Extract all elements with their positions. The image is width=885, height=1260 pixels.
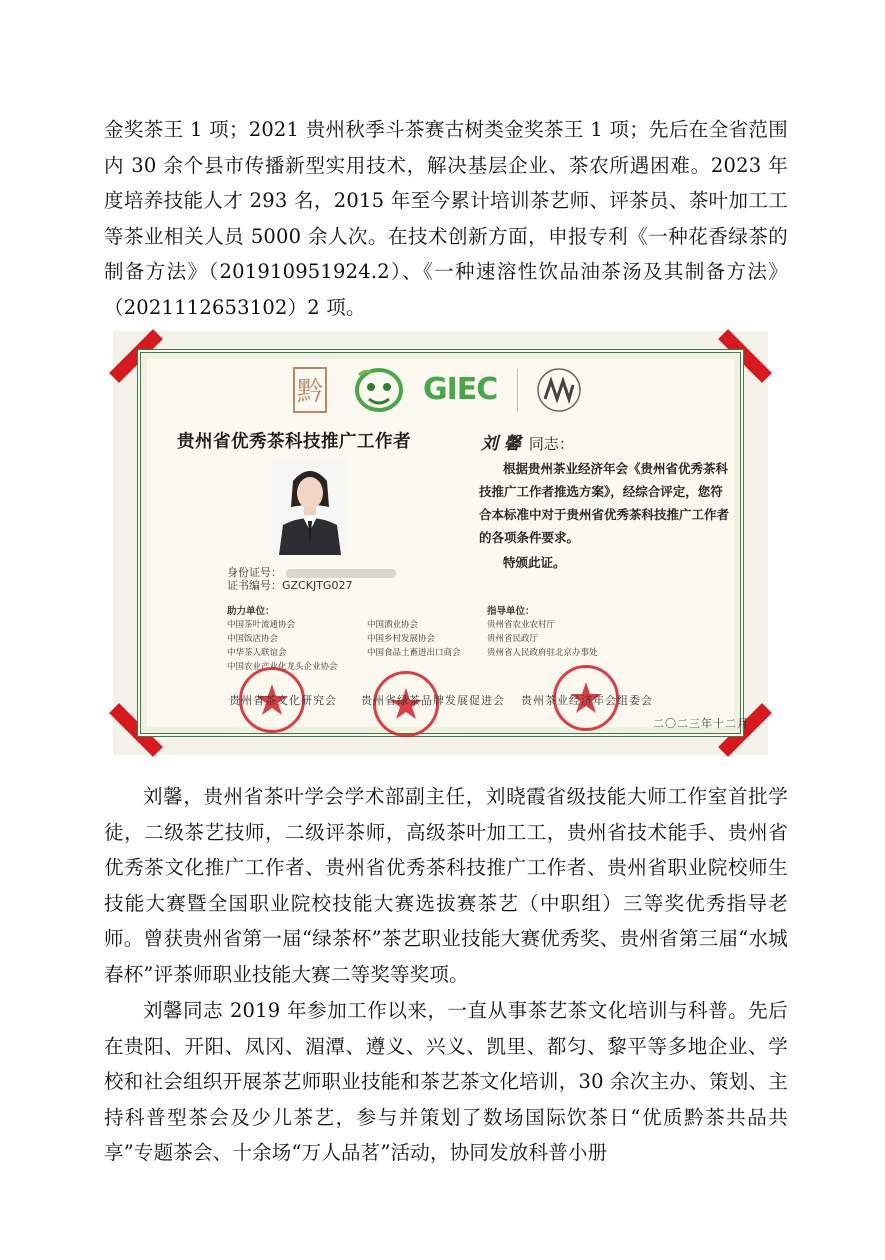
- footer-org: 贵州省茶文化研究会: [229, 694, 337, 707]
- support-org: 中国茶叶流通协会: [227, 620, 296, 630]
- support-label: 助力单位：: [227, 606, 275, 617]
- certificate-body-text: 根据贵州茶业经济年会《贵州省优秀茶科技推广工作者推选方案》，经综合评定，您符合本标准中对于贵州省优秀茶科技推广工作者的各项条件要求。: [479, 461, 730, 545]
- giec-logo: GIEC: [423, 372, 498, 407]
- guide-org: 贵州省农业农村厅: [487, 620, 556, 630]
- support-org: 中国酒业协会: [367, 620, 419, 630]
- recipient-line: [481, 429, 574, 454]
- paragraph-profile: 刘馨，贵州省茶叶学会学术部副主任，刘晓霞省级技能大师工作室首批学徒，二级茶艺技师，二级评茶师，高级茶叶加工工，贵州省技术能手、贵州省优秀茶文化推广工作者、贵州省优秀茶科技推广工作者、贵州省职业院校师生技能大赛暨全国职业院校技能大赛选拔赛茶艺（中职组）三等奖优秀指导老师。曾获贵州省第一届“绿茶杯”茶艺职业技能大赛优秀奖、贵州省第三届“水城春杯”评茶师职业技能大赛二等奖等奖项。: [104, 785, 788, 986]
- recipient-signature: 刘 馨: [481, 434, 521, 454]
- certificate-date: 二〇二三年十二月: [653, 717, 749, 730]
- footer-org: 贵州省绿茶品牌发展促进会: [361, 694, 505, 707]
- certificate-photo: [113, 331, 768, 755]
- support-org: 中国乡村发展协会: [367, 634, 436, 644]
- logo-divider: [517, 369, 518, 411]
- support-org: 中国农业产业化龙头企业协会: [227, 662, 338, 672]
- portrait-photo: [273, 459, 347, 555]
- id-number-line: 身份证号：: [227, 564, 396, 580]
- recipient-suffix: 同志：: [528, 435, 574, 453]
- guide-org: 贵州省民政厅: [487, 634, 539, 644]
- guide-label: 指导单位：: [487, 606, 535, 617]
- certificate-body: [479, 457, 729, 549]
- footer-org: 贵州茶业经济年会组委会: [521, 694, 653, 707]
- certificate-closing: 特颁此证。: [503, 555, 566, 570]
- qian-logo: 黔: [293, 367, 327, 413]
- certificate-number: GZCKJTG027: [282, 579, 353, 592]
- certificate-number-line: 证书编号：GZCKJTG027: [227, 579, 353, 592]
- tea-mascot-logo: [349, 367, 409, 413]
- certificate-title: 贵州省优秀茶科技推广工作者: [177, 432, 411, 452]
- association-emblem-logo: [527, 367, 591, 413]
- support-org: 中国食品土畜进出口商会: [367, 648, 461, 658]
- guide-org: 贵州省人民政府驻北京办事处: [487, 648, 598, 658]
- support-org: 中国饭店协会: [227, 634, 279, 644]
- paragraph-awards: 金奖茶王 1 项；2021 贵州秋季斗茶赛古树类金奖茶王 1 项；先后在全省范围内 30 余个县市传播新型实用技术，解决基层企业、茶农所遇困难。2023 年度培养技能人才 293 名，2015 年至今累计培训茶艺师、评茶员、茶叶加工工等茶业相关人员 5000 余人次。在技术创新方面，申报专利《一种花香绿茶的制备方法》（201910951924.2）、《一种速溶性饮品油茶汤及其制备方法》（2021112653102）2 项。: [104, 118, 788, 319]
- support-org: 中华茶人联谊会: [227, 648, 287, 658]
- paragraph-work: 刘馨同志 2019 年参加工作以来，一直从事茶艺茶文化培训与科普。先后在贵阳、开阳、凤冈、湄潭、遵义、兴义、凯里、都匀、黎平等多地企业、学校和社会组织开展茶艺师职业技能和茶艺茶文化培训，30 余次主办、策划、主持科普型茶会及少儿茶艺，参与并策划了数场国际饮茶日“优质黔茶共品共享”专题茶会、十余场“万人品茗”活动，协同发放科普小册: [104, 999, 788, 1164]
